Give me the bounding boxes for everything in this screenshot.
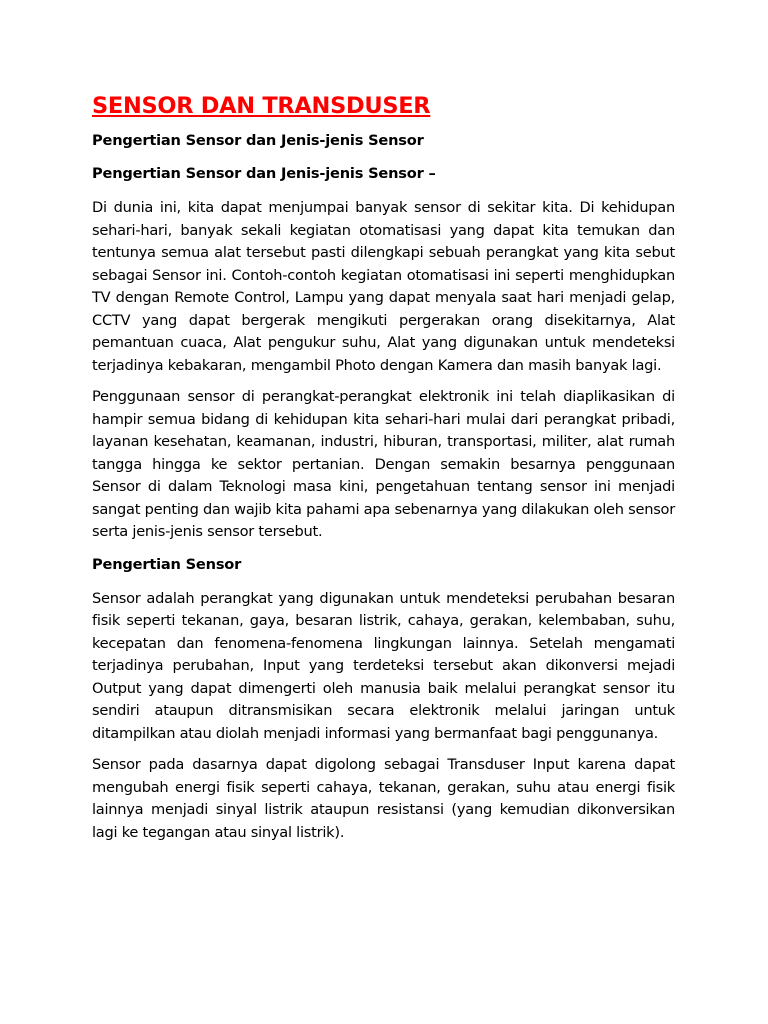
document-title: SENSOR DAN TRANSDUSER — [92, 93, 431, 119]
section-heading-2: Pengertian Sensor dan Jenis-jenis Sensor – — [92, 165, 436, 182]
paragraph-3: Sensor adalah perangkat yang digunakan untuk mendeteksi perubahan besaran fisik seperti tekanan, gaya, besaran listrik, cahaya, gerakan, kelembaban, suhu, kecepatan dan fenomena-fenomena lingkungan lainnya. Setelah mengamati terjadinya perubahan, Input yang terdeteksi tersebut akan dikonversi mejadi Output yang dapat dimengerti oleh manusia baik melalui perangkat sensor itu sendiri ataupun ditransmisikan secara elektronik melalui jaringan untuk ditampilkan atau diolah menjadi informasi yang bermanfaat bagi penggunanya. — [92, 589, 675, 742]
paragraph-4: Sensor pada dasarnya dapat digolong sebagai Transduser Input karena dapat mengubah energi fisik seperti cahaya, tekanan, gerakan, suhu atau energi fisik lainnya menjadi sinyal listrik ataupun resistansi (yang kemudian dikonversikan lagi ke tegangan atau sinyal listrik). — [92, 756, 675, 841]
section-heading-3: Pengertian Sensor — [92, 555, 242, 573]
paragraph-2: Penggunaan sensor di perangkat-perangkat elektronik ini telah diaplikasikan di hampir semua bidang di kehidupan kita sehari-hari mulai dari perangkat pribadi, layanan kesehatan, keamanan, industri, hiburan, transportasi, militer, alat rumah tangga hingga ke sektor pertanian. Dengan semakin besarnya penggunaan Sensor di dalam Teknologi masa kini, pengetahuan tentang sensor ini menjadi sangat penting dan wajib kita pahami apa sebenarnya yang dilakukan oleh sensor serta jenis-jenis sensor tersebut. — [92, 388, 675, 540]
document-page — [92, 90, 675, 853]
paragraph-1: Di dunia ini, kita dapat menjumpai banyak sensor di sekitar kita. Di kehidupan sehari-hari, banyak sekali kegiatan otomatisasi yang dapat kita temukan dan tentunya semua alat tersebut pasti dilengkapi sebuah perangkat yang kita sebut sebagai Sensor ini. Contoh-contoh kegiatan otomatisasi ini seperti menghidupkan TV dengan Remote Control, Lampu yang dapat menyala saat hari menjadi gelap, CCTV yang dapat bergerak mengikuti pergerakan orang disekitarnya, Alat pemantuan cuaca, Alat pengukur suhu, Alat yang digunakan untuk mendeteksi terjadinya kebakaran, mengambil Photo dengan Kamera dan masih banyak lagi. — [92, 199, 675, 374]
section-heading-1: Pengertian Sensor dan Jenis-jenis Sensor — [92, 132, 424, 149]
